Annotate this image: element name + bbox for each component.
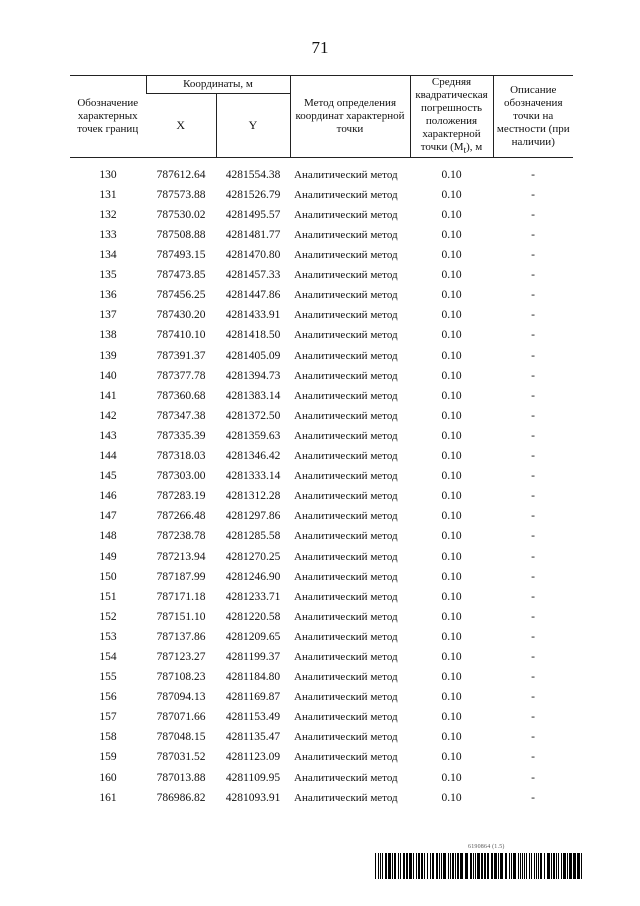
cell-coord-y: 4281270.25 xyxy=(225,550,281,563)
table-row xyxy=(70,286,573,306)
cell-coord-x: 787094.13 xyxy=(156,691,206,704)
table-row xyxy=(70,185,573,205)
cell-method: Аналитический метод xyxy=(294,570,398,583)
header-accuracy xyxy=(410,76,493,158)
cell-coord-x: 787048.15 xyxy=(156,731,206,744)
cell-method: Аналитический метод xyxy=(294,530,398,543)
header-accuracy-subscript: t xyxy=(463,145,467,156)
cell-accuracy: 0.10 xyxy=(441,671,462,684)
cell-point-id: 157 xyxy=(99,711,117,724)
cell-coord-y: 4281199.37 xyxy=(225,650,281,663)
cell-accuracy: 0.10 xyxy=(441,269,462,282)
cell-coord-y: 4281209.65 xyxy=(225,630,281,643)
cell-description: - xyxy=(531,349,535,362)
cell-coord-x: 787213.94 xyxy=(156,550,206,563)
header-coordinates-group: Координаты, м xyxy=(146,76,290,94)
header-description: Описание обозначения точки на местности (при наличии) xyxy=(493,76,573,158)
cell-accuracy: 0.10 xyxy=(441,751,462,764)
cell-method: Аналитический метод xyxy=(294,610,398,623)
cell-point-id: 140 xyxy=(99,369,117,382)
cell-coord-y: 4281246.90 xyxy=(225,570,281,583)
cell-coord-y: 4281123.09 xyxy=(225,751,281,764)
cell-description: - xyxy=(531,671,535,684)
cell-point-id: 133 xyxy=(99,229,117,242)
cell-coord-y: 4281093.91 xyxy=(225,791,281,804)
cell-accuracy: 0.10 xyxy=(441,289,462,302)
cell-method: Аналитический метод xyxy=(294,450,398,463)
cell-description: - xyxy=(531,329,535,342)
cell-point-id: 142 xyxy=(99,409,117,422)
cell-point-id: 159 xyxy=(99,751,117,764)
table-row xyxy=(70,507,573,527)
cell-coord-x: 787031.52 xyxy=(156,751,206,764)
coordinates-table xyxy=(70,75,573,808)
cell-coord-y: 4281405.09 xyxy=(225,349,281,362)
cell-coord-x: 787493.15 xyxy=(156,249,206,262)
cell-point-id: 147 xyxy=(99,510,117,523)
table-row xyxy=(70,426,573,446)
cell-accuracy: 0.10 xyxy=(441,510,462,523)
cell-method: Аналитический метод xyxy=(294,731,398,744)
cell-description: - xyxy=(531,369,535,382)
cell-method: Аналитический метод xyxy=(294,188,398,201)
table-row xyxy=(70,668,573,688)
cell-description: - xyxy=(531,269,535,282)
cell-description: - xyxy=(531,590,535,603)
cell-method: Аналитический метод xyxy=(294,249,398,262)
cell-coord-x: 787318.03 xyxy=(156,450,206,463)
cell-method: Аналитический метод xyxy=(294,389,398,402)
header-method: Метод определения координат характерной точки xyxy=(290,76,410,158)
cell-coord-x: 787283.19 xyxy=(156,490,206,503)
cell-point-id: 161 xyxy=(99,791,117,804)
cell-coord-x: 787303.00 xyxy=(156,470,206,483)
header-accuracy-main: Средняя квадратическая погрешность положения характерной точки (M xyxy=(415,76,488,153)
cell-method: Аналитический метод xyxy=(294,550,398,563)
cell-point-id: 135 xyxy=(99,269,117,282)
table-row xyxy=(70,708,573,728)
table-row xyxy=(70,607,573,627)
table-row xyxy=(70,467,573,487)
cell-coord-x: 787013.88 xyxy=(156,771,206,784)
cell-coord-x: 786986.82 xyxy=(156,791,206,804)
header-accuracy-tail: ), м xyxy=(466,141,483,153)
cell-accuracy: 0.10 xyxy=(441,630,462,643)
cell-coord-y: 4281394.73 xyxy=(225,369,281,382)
cell-coord-y: 4281135.47 xyxy=(225,731,281,744)
cell-accuracy: 0.10 xyxy=(441,731,462,744)
cell-coord-y: 4281526.79 xyxy=(225,188,281,201)
cell-point-id: 158 xyxy=(99,731,117,744)
table-row xyxy=(70,225,573,245)
cell-point-id: 143 xyxy=(99,429,117,442)
cell-accuracy: 0.10 xyxy=(441,188,462,201)
table-row xyxy=(70,366,573,386)
cell-coord-x: 787187.99 xyxy=(156,570,206,583)
cell-coord-y: 4281433.91 xyxy=(225,309,281,322)
table-row xyxy=(70,748,573,768)
cell-coord-x: 787377.78 xyxy=(156,369,206,382)
cell-coord-y: 4281383.14 xyxy=(225,389,281,402)
cell-point-id: 134 xyxy=(99,249,117,262)
cell-description: - xyxy=(531,711,535,724)
cell-point-id: 149 xyxy=(99,550,117,563)
cell-method: Аналитический метод xyxy=(294,590,398,603)
cell-accuracy: 0.10 xyxy=(441,349,462,362)
table-row xyxy=(70,647,573,667)
cell-accuracy: 0.10 xyxy=(441,389,462,402)
cell-accuracy: 0.10 xyxy=(441,168,462,181)
cell-point-id: 152 xyxy=(99,610,117,623)
cell-coord-x: 787391.37 xyxy=(156,349,206,362)
cell-coord-x: 787530.02 xyxy=(156,208,206,221)
cell-accuracy: 0.10 xyxy=(441,208,462,221)
cell-coord-x: 787410.10 xyxy=(156,329,206,342)
header-y: Y xyxy=(216,94,290,158)
cell-coord-y: 4281495.57 xyxy=(225,208,281,221)
cell-description: - xyxy=(531,450,535,463)
cell-point-id: 160 xyxy=(99,771,117,784)
cell-coord-y: 4281481.77 xyxy=(225,229,281,242)
cell-method: Аналитический метод xyxy=(294,671,398,684)
cell-coord-y: 4281285.58 xyxy=(225,530,281,543)
table-row xyxy=(70,788,573,808)
cell-description: - xyxy=(531,309,535,322)
cell-coord-y: 4281297.86 xyxy=(225,510,281,523)
cell-point-id: 156 xyxy=(99,691,117,704)
table-row xyxy=(70,547,573,567)
cell-coord-x: 787137.86 xyxy=(156,630,206,643)
cell-coord-y: 4281184.80 xyxy=(225,671,281,684)
cell-point-id: 131 xyxy=(99,188,117,201)
cell-method: Аналитический метод xyxy=(294,329,398,342)
cell-accuracy: 0.10 xyxy=(441,470,462,483)
cell-method: Аналитический метод xyxy=(294,309,398,322)
cell-accuracy: 0.10 xyxy=(441,530,462,543)
cell-coord-x: 787171.18 xyxy=(156,590,206,603)
table-row xyxy=(70,406,573,426)
cell-method: Аналитический метод xyxy=(294,208,398,221)
cell-coord-y: 4281153.49 xyxy=(225,711,281,724)
cell-point-id: 130 xyxy=(99,168,117,181)
cell-point-id: 132 xyxy=(99,208,117,221)
cell-description: - xyxy=(531,389,535,402)
cell-method: Аналитический метод xyxy=(294,429,398,442)
cell-method: Аналитический метод xyxy=(294,711,398,724)
cell-coord-y: 4281333.14 xyxy=(225,470,281,483)
cell-coord-x: 787071.66 xyxy=(156,711,206,724)
cell-description: - xyxy=(531,188,535,201)
table-row xyxy=(70,768,573,788)
cell-point-id: 154 xyxy=(99,650,117,663)
cell-point-id: 138 xyxy=(99,329,117,342)
cell-point-id: 145 xyxy=(99,470,117,483)
table-row xyxy=(70,728,573,748)
table-row xyxy=(70,487,573,507)
cell-description: - xyxy=(531,510,535,523)
cell-coord-y: 4281169.87 xyxy=(225,691,281,704)
table-row xyxy=(70,326,573,346)
cell-coord-x: 787360.68 xyxy=(156,389,206,402)
cell-method: Аналитический метод xyxy=(294,691,398,704)
cell-method: Аналитический метод xyxy=(294,630,398,643)
cell-method: Аналитический метод xyxy=(294,791,398,804)
cell-accuracy: 0.10 xyxy=(441,429,462,442)
cell-accuracy: 0.10 xyxy=(441,610,462,623)
cell-accuracy: 0.10 xyxy=(441,771,462,784)
cell-description: - xyxy=(531,771,535,784)
table-body xyxy=(70,158,573,809)
table-row xyxy=(70,386,573,406)
table-row xyxy=(70,527,573,547)
cell-coord-x: 787347.38 xyxy=(156,409,206,422)
cell-method: Аналитический метод xyxy=(294,771,398,784)
cell-coord-y: 4281447.86 xyxy=(225,289,281,302)
cell-coord-x: 787123.27 xyxy=(156,650,206,663)
cell-method: Аналитический метод xyxy=(294,349,398,362)
cell-description: - xyxy=(531,650,535,663)
cell-description: - xyxy=(531,249,535,262)
cell-accuracy: 0.10 xyxy=(441,650,462,663)
cell-description: - xyxy=(531,208,535,221)
cell-method: Аналитический метод xyxy=(294,490,398,503)
cell-accuracy: 0.10 xyxy=(441,229,462,242)
table-row xyxy=(70,447,573,467)
cell-point-id: 141 xyxy=(99,389,117,402)
cell-description: - xyxy=(531,610,535,623)
cell-coord-y: 4281220.58 xyxy=(225,610,281,623)
cell-coord-y: 4281470.80 xyxy=(225,249,281,262)
table-row xyxy=(70,627,573,647)
cell-accuracy: 0.10 xyxy=(441,590,462,603)
cell-point-id: 151 xyxy=(99,590,117,603)
header-designation: Обозначение характерных точек границ xyxy=(70,76,146,158)
cell-method: Аналитический метод xyxy=(294,470,398,483)
cell-accuracy: 0.10 xyxy=(441,691,462,704)
table-row xyxy=(70,205,573,225)
cell-accuracy: 0.10 xyxy=(441,249,462,262)
cell-method: Аналитический метод xyxy=(294,229,398,242)
cell-coord-x: 787430.20 xyxy=(156,309,206,322)
cell-method: Аналитический метод xyxy=(294,168,398,181)
cell-accuracy: 0.10 xyxy=(441,409,462,422)
cell-accuracy: 0.10 xyxy=(441,711,462,724)
page-number: 71 xyxy=(311,38,329,57)
table-row xyxy=(70,346,573,366)
table-row xyxy=(70,688,573,708)
cell-coord-y: 4281372.50 xyxy=(225,409,281,422)
table-row xyxy=(70,587,573,607)
cell-coord-x: 787508.88 xyxy=(156,229,206,242)
cell-method: Аналитический метод xyxy=(294,269,398,282)
cell-method: Аналитический метод xyxy=(294,510,398,523)
cell-description: - xyxy=(531,570,535,583)
cell-description: - xyxy=(531,409,535,422)
table-row xyxy=(70,266,573,286)
cell-method: Аналитический метод xyxy=(294,409,398,422)
cell-description: - xyxy=(531,229,535,242)
cell-point-id: 137 xyxy=(99,309,117,322)
cell-accuracy: 0.10 xyxy=(441,309,462,322)
cell-coord-y: 4281233.71 xyxy=(225,590,281,603)
cell-coord-y: 4281359.63 xyxy=(225,429,281,442)
cell-description: - xyxy=(531,470,535,483)
table-row xyxy=(70,567,573,587)
cell-description: - xyxy=(531,751,535,764)
cell-accuracy: 0.10 xyxy=(441,450,462,463)
cell-coord-x: 787473.85 xyxy=(156,269,206,282)
cell-method: Аналитический метод xyxy=(294,369,398,382)
cell-accuracy: 0.10 xyxy=(441,791,462,804)
cell-point-id: 139 xyxy=(99,349,117,362)
cell-accuracy: 0.10 xyxy=(441,490,462,503)
cell-accuracy: 0.10 xyxy=(441,550,462,563)
cell-point-id: 153 xyxy=(99,630,117,643)
cell-description: - xyxy=(531,490,535,503)
cell-coord-y: 4281418.50 xyxy=(225,329,281,342)
cell-coord-x: 787266.48 xyxy=(156,510,206,523)
cell-description: - xyxy=(531,731,535,744)
cell-coord-x: 787108.23 xyxy=(156,671,206,684)
cell-coord-x: 787238.78 xyxy=(156,530,206,543)
cell-point-id: 136 xyxy=(99,289,117,302)
document-code: 6190864 (1.5) xyxy=(468,844,505,850)
cell-coord-y: 4281554.38 xyxy=(225,168,281,181)
cell-point-id: 150 xyxy=(99,570,117,583)
cell-coord-y: 4281457.33 xyxy=(225,269,281,282)
cell-description: - xyxy=(531,791,535,804)
barcode-image xyxy=(375,853,584,879)
cell-coord-x: 787456.25 xyxy=(156,289,206,302)
cell-accuracy: 0.10 xyxy=(441,570,462,583)
cell-coord-x: 787573.88 xyxy=(156,188,206,201)
cell-coord-x: 787335.39 xyxy=(156,429,206,442)
cell-coord-y: 4281346.42 xyxy=(225,450,281,463)
cell-description: - xyxy=(531,550,535,563)
cell-point-id: 146 xyxy=(99,490,117,503)
cell-description: - xyxy=(531,429,535,442)
cell-description: - xyxy=(531,530,535,543)
cell-method: Аналитический метод xyxy=(294,289,398,302)
cell-description: - xyxy=(531,289,535,302)
cell-accuracy: 0.10 xyxy=(441,329,462,342)
cell-description: - xyxy=(531,630,535,643)
cell-accuracy: 0.10 xyxy=(441,369,462,382)
table-row xyxy=(70,306,573,326)
cell-point-id: 144 xyxy=(99,450,117,463)
cell-method: Аналитический метод xyxy=(294,650,398,663)
cell-coord-x: 787612.64 xyxy=(156,168,206,181)
table-row xyxy=(70,246,573,266)
cell-point-id: 155 xyxy=(99,671,117,684)
cell-point-id: 148 xyxy=(99,530,117,543)
cell-description: - xyxy=(531,691,535,704)
table-row xyxy=(70,165,573,185)
cell-coord-y: 4281312.28 xyxy=(225,490,281,503)
cell-coord-y: 4281109.95 xyxy=(225,771,281,784)
header-x: X xyxy=(146,94,216,158)
cell-description: - xyxy=(531,168,535,181)
cell-coord-x: 787151.10 xyxy=(156,610,206,623)
cell-method: Аналитический метод xyxy=(294,751,398,764)
